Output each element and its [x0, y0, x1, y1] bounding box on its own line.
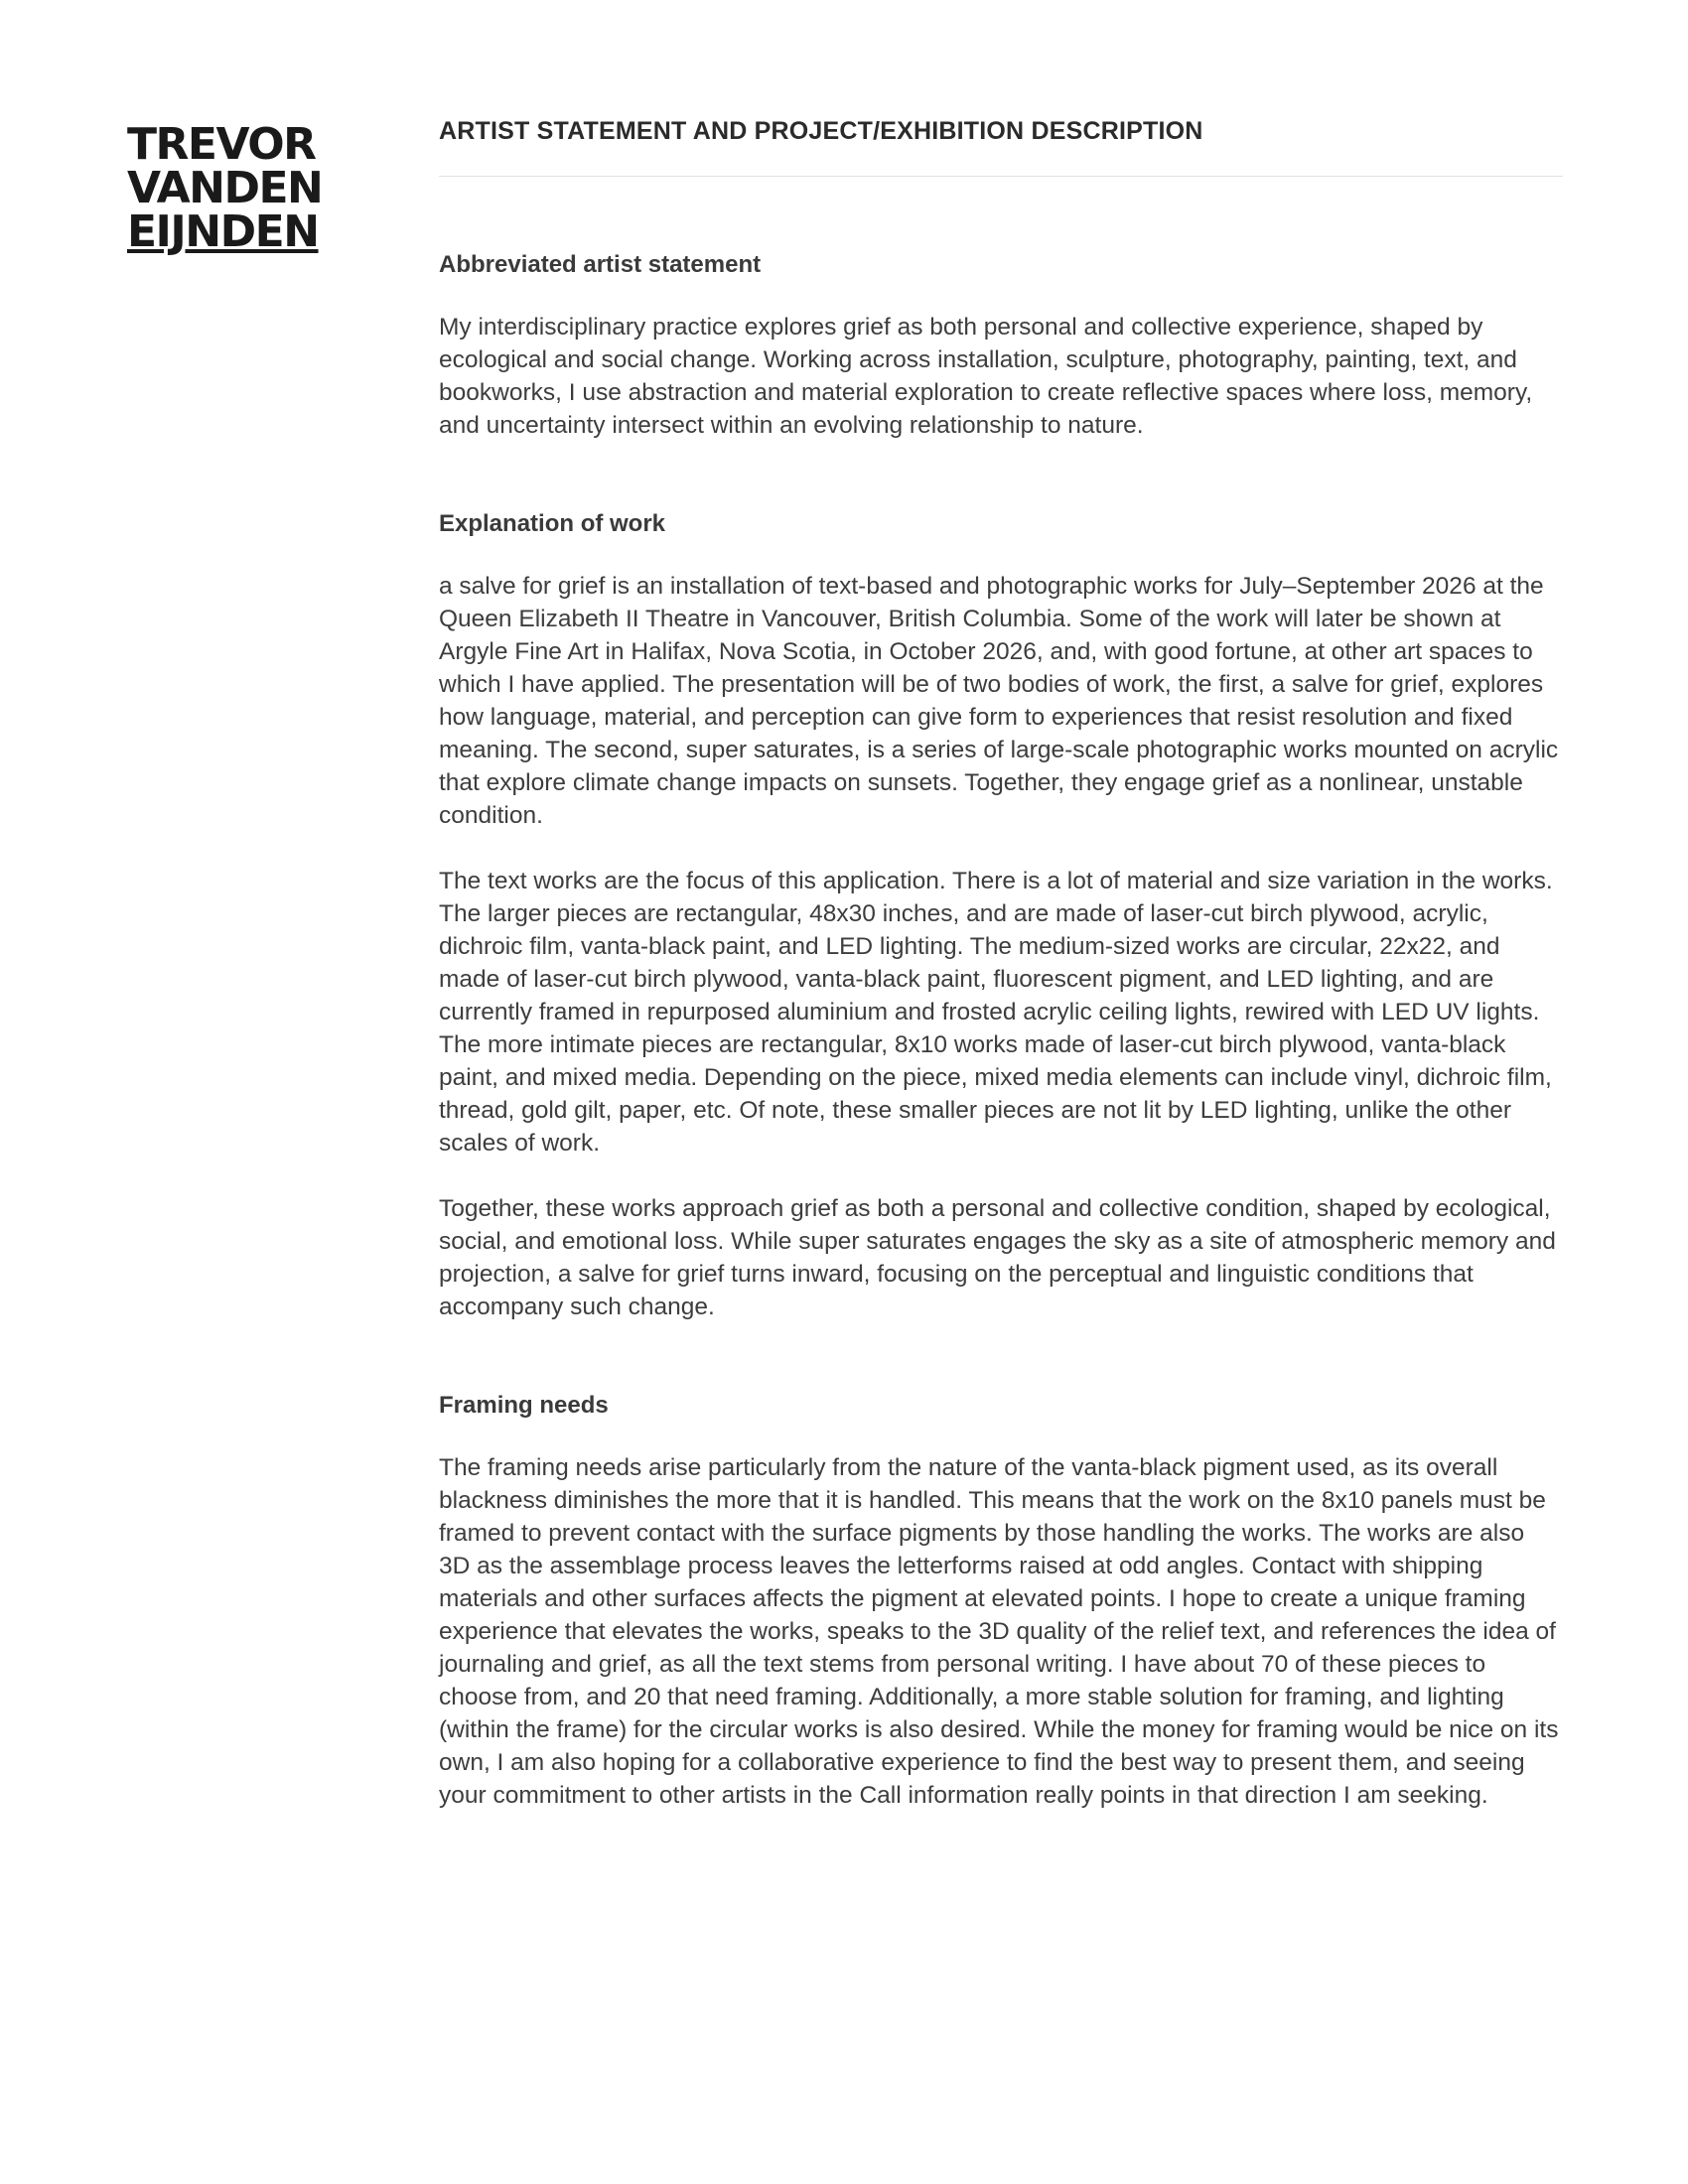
paragraph: a salve for grief is an installation of text-based and photographic works for July–September 2026 at the Queen Elizabeth II Theatre in Vancouver, British Columbia. Some of the work will later be shown at Argyle Fine Art in Halifax, Nova Scotia, in October 2026, and, with good fortune, at other art spaces to which I have applied. The presentation will be of two bodies of work, the first, a salve for grief, explores how language, material, and perception can give form to experiences that resist resolution and fixed meaning. The second, super saturates, is a series of large-scale photographic works mounted on acrylic that explore climate change impacts on sunsets. Together, they engage grief as a nonlinear, unstable condition.	[439, 573, 1559, 829]
logo-line-1: TREVOR	[127, 119, 316, 170]
document-title: ARTIST STATEMENT AND PROJECT/EXHIBITION DESCRIPTION	[439, 117, 1203, 145]
document-header	[439, 117, 1563, 177]
section-abbreviated-artist-statement	[439, 248, 1561, 442]
logo-line-3: EIJNDEN	[127, 206, 319, 257]
section-heading: Framing needs	[439, 1392, 609, 1419]
document-body	[439, 248, 1561, 1877]
paragraph: The framing needs arise particularly from the nature of the vanta-black pigment used, as its overall blackness diminishes the more that it is handled. This means that the work on the 8x10 panels must be framed to prevent contact with the surface pigments by those handling the works. The works are also 3D as the assemblage process leaves the letterforms raised at odd angles. Contact with shipping materials and other surfaces affects the pigment at elevated points. I hope to create a unique framing experience that elevates the works, speaks to the 3D quality of the relief text, and references the idea of journaling and grief, as all the text stems from personal writing. I have about 70 of these pieces to choose from, and 20 that need framing. Additionally, a more stable solution for framing, and lighting (within the frame) for the circular works is also desired. While the money for framing would be nice on its own, I am also hoping for a collaborative experience to find the best way to present them, and seeing your commitment to other artists in the Call information really points in that direction I am seeking.	[439, 1454, 1559, 1809]
logo-line-2: VANDEN	[127, 163, 323, 213]
paragraph: My interdisciplinary practice explores grief as both personal and collective experience, shaped by ecological and social change. Working across installation, sculpture, photography, painting, text, and bookworks, I use abstraction and material exploration to create reflective spaces where loss, memory, and uncertainty intersect within an evolving relationship to nature.	[439, 314, 1533, 439]
section-framing-needs	[439, 1389, 1561, 1812]
paragraph: The text works are the focus of this application. There is a lot of material and size variation in the works. The larger pieces are rectangular, 48x30 inches, and are made of laser-cut birch plywood, acrylic, dichroic film, vanta-black paint, and LED lighting. The medium-sized works are circular, 22x22, and made of laser-cut birch plywood, vanta-black paint, fluorescent pigment, and LED lighting, and are currently framed in repurposed aluminium and frosted acrylic ceiling lights, rewired with LED UV lights. The more intimate pieces are rectangular, 8x10 works made of laser-cut birch plywood, vanta-black paint, and mixed media. Depending on the piece, mixed media elements can include vinyl, dichroic film, thread, gold gilt, paper, etc. Of note, these smaller pieces are not lit by LED lighting, unlike the other scales of work.	[439, 868, 1553, 1157]
logo	[127, 119, 323, 257]
section-explanation-of-work	[439, 507, 1561, 1323]
section-heading: Explanation of work	[439, 510, 666, 537]
paragraph: Together, these works approach grief as both a personal and collective condition, shaped by ecological, social, and emotional loss. While super saturates engages the sky as a site of atmospheric memory and projection, a salve for grief turns inward, focusing on the perceptual and linguistic conditions that accompany such change.	[439, 1195, 1556, 1320]
section-heading: Abbreviated artist statement	[439, 251, 762, 278]
